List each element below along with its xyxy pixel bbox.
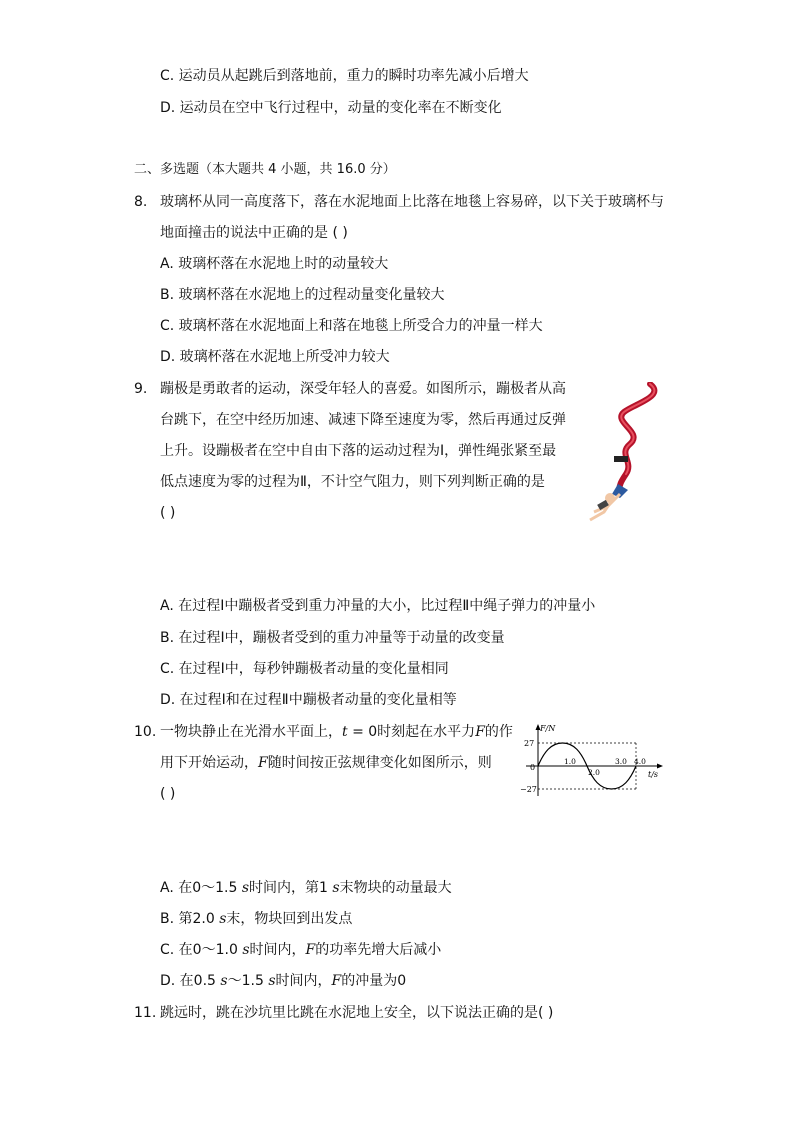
- bungee-jumper-illustration: [584, 382, 664, 524]
- question-9-option-b: B. 在过程Ⅰ中，蹦极者受到的重力冲量等于动量的改变量: [160, 630, 505, 646]
- question-9-line-4: 低点速度为零的过程为Ⅱ，不计空气阻力，则下列判断正确的是: [160, 474, 545, 490]
- graph-origin-label: 0: [530, 763, 536, 772]
- question-10-number: 10.: [134, 724, 157, 740]
- question-9-option-c: C. 在过程Ⅰ中，每秒钟蹦极者动量的变化量相同: [160, 661, 449, 677]
- question-8-number: 8.: [134, 194, 148, 210]
- section-title: 二、多选题（本大题共 4 小题，共 16.0 分）: [134, 162, 396, 177]
- graph-x-axis-label: t/s: [648, 770, 659, 779]
- graph-x-tick-2: 2.0: [588, 768, 600, 777]
- question-11-number: 11.: [134, 1005, 157, 1021]
- option-d-prev: D. 运动员在空中飞行过程中，动量的变化率在不断变化: [160, 100, 502, 116]
- question-9-option-a: A. 在过程Ⅰ中蹦极者受到重力冲量的大小，比过程Ⅱ中绳子弹力的冲量小: [160, 598, 596, 614]
- question-10-option-d: D. 在0.5 s～1.5 s时间内，F的冲量为0: [160, 973, 407, 989]
- question-10-option-b: B. 第2.0 s末，物块回到出发点: [160, 911, 353, 927]
- graph-y-bottom-label: −27: [520, 785, 537, 794]
- question-10-line-3: ( ): [160, 786, 176, 802]
- question-9-number: 9.: [134, 381, 148, 397]
- question-9-option-d: D. 在过程Ⅰ和在过程Ⅱ中蹦极者动量的变化量相等: [160, 692, 457, 708]
- force-time-graph: [516, 722, 666, 798]
- question-10-option-a: A. 在0～1.5 s时间内，第1 s末物块的动量最大: [160, 880, 452, 896]
- question-9-line-5: ( ): [160, 505, 176, 521]
- graph-y-axis-label: F/N: [540, 724, 556, 733]
- question-11-text: 跳远时，跳在沙坑里比跳在水泥地上安全，以下说法正确的是( ): [160, 1005, 554, 1021]
- question-8-option-d: D. 玻璃杯落在水泥地上所受冲力较大: [160, 349, 390, 365]
- graph-x-tick-3: 3.0: [615, 757, 627, 766]
- option-c-prev: C. 运动员从起跳后到落地前，重力的瞬时功率先减小后增大: [160, 68, 529, 84]
- question-10-line-1: 一物块静止在光滑水平面上，t = 0时刻起在水平力F的作: [160, 724, 513, 740]
- question-9-line-1: 蹦极是勇敢者的运动，深受年轻人的喜爱。如图所示，蹦极者从高: [160, 381, 566, 397]
- question-10-line-2: 用下开始运动，F随时间按正弦规律变化如图所示，则: [160, 755, 492, 771]
- question-10-option-c: C. 在0～1.0 s时间内，F的功率先增大后减小: [160, 942, 442, 958]
- question-8-option-b: B. 玻璃杯落在水泥地上的过程动量变化量较大: [160, 287, 445, 303]
- graph-y-top-label: 27: [524, 739, 535, 748]
- question-8-option-c: C. 玻璃杯落在水泥地面上和落在地毯上所受合力的冲量一样大: [160, 318, 543, 334]
- graph-x-tick-1: 1.0: [564, 757, 576, 766]
- question-9-line-2: 台跳下，在空中经历加速、减速下降至速度为零，然后再通过反弹: [160, 412, 566, 428]
- graph-x-tick-4: 4.0: [634, 757, 646, 766]
- question-9-line-3: 上升。设蹦极者在空中自由下落的运动过程为Ⅰ，弹性绳张紧至最: [160, 443, 557, 459]
- question-8-line-2: 地面撞击的说法中正确的是 ( ): [160, 225, 348, 241]
- question-8-option-a: A. 玻璃杯落在水泥地上时的动量较大: [160, 256, 389, 272]
- question-8-line-1: 玻璃杯从同一高度落下，落在水泥地面上比落在地毯上容易碎，以下关于玻璃杯与: [160, 194, 664, 210]
